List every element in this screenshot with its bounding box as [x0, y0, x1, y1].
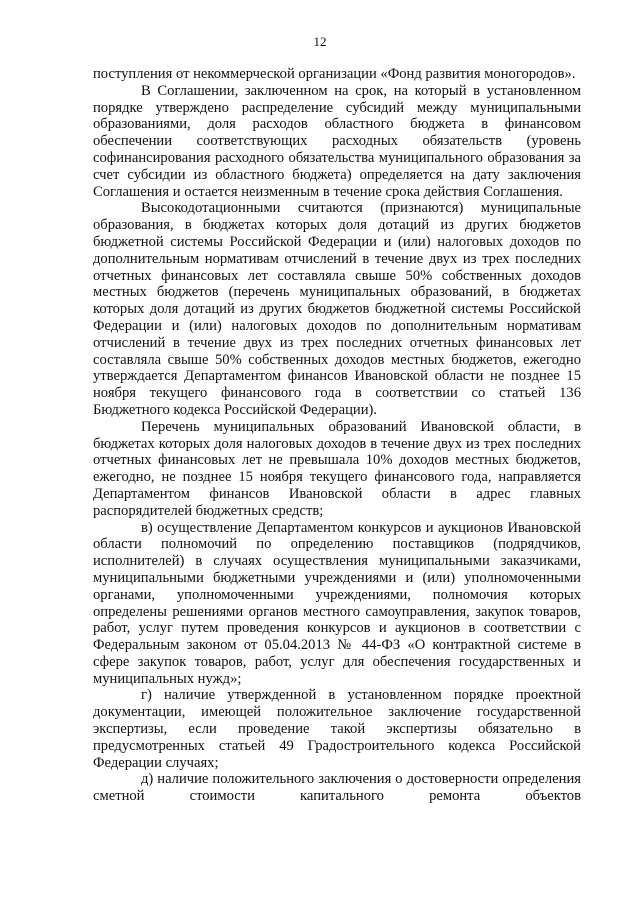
page-number: 12	[313, 34, 327, 49]
paragraph-item-v: в) осуществление Департаментом конкурсов и аукционов Ивановской области полномочий по определению поставщиков (подрядчиков, исполнителей) в случаях осуществления муниципальными заказчиками, муниципальными бюджетными учреждениями и (или) уполномоченными органами, уполномоченными учреждениями, полномочия которых определены решениями органов местного самоуправления, закупок товаров, работ, услуг путем проведения конкурсов и аукционов в соответствии с Федеральным законом от 05.04.2013 № 44-ФЗ «О контрактной системе в сфере закупок товаров, работ, услуг для обеспечения государственных и муниципальных нужд»;	[93, 519, 581, 687]
paragraph-continuation: поступления от некоммерческой организации «Фонд развития моногородов».	[93, 66, 576, 82]
paragraph-high-subsidy: Высокодотационными считаются (признаются) муниципальные образования, в бюджетах которых доля дотаций из других бюджетов бюджетной системы Российской Федерации и (или) налоговых доходов по дополнительным нормативам отчислений в течение двух из трех последних отчетных финансовых лет составляла свыше 50% собственных доходов местных бюджетов (перечень муниципальных образований, в бюджетах которых доля дотаций из других бюджетов бюджетной системы Российской Федерации и (или) налоговых доходов по дополнительным нормативам отчислений в течение двух из трех последних отчетных финансовых лет составляла свыше 50% собственных доходов местных бюджетов, ежегодно утверждается Департаментом финансов Ивановской области не позднее 15 ноября текущего финансового года в соответствии со статьей 136 Бюджетного кодекса Российской Федерации).	[93, 200, 581, 418]
paragraph-agreement: В Соглашении, заключенном на срок, на который в установленном порядке утверждено распределение субсидий между муниципальными образованиями, доля расходов областного бюджета в финансовом обеспечении соответствующих расходных обязательств (уровень софинансирования расходного обязательства муниципального образования за счет субсидии из областного бюджета) определяется на дату заключения Соглашения и остается неизменным в течение срока действия Соглашения.	[93, 82, 581, 200]
paragraph-item-g: г) наличие утвержденной в установленном порядке проектной документации, имеющей положительное заключение государственной экспертизы, если проведение такой экспертизы обязательно в предусмотренных статьей 49 Градостроительного кодекса Российской Федерации случаях;	[93, 687, 581, 771]
paragraph-municipal-list: Перечень муниципальных образований Ивановской области, в бюджетах которых доля налоговых доходов в течение двух из трех последних отчетных финансовых лет не превышала 10% доходов местных бюджетов, ежегодно, не позднее 15 ноября текущего финансового года, направляется Департаментом финансов Ивановской области в адрес главных распорядителей бюджетных средств;	[93, 418, 581, 519]
document-body	[93, 66, 581, 805]
paragraph-item-d: д) наличие положительного заключения о достоверности определения сметной стоимости капитального ремонта объектов	[93, 771, 581, 805]
